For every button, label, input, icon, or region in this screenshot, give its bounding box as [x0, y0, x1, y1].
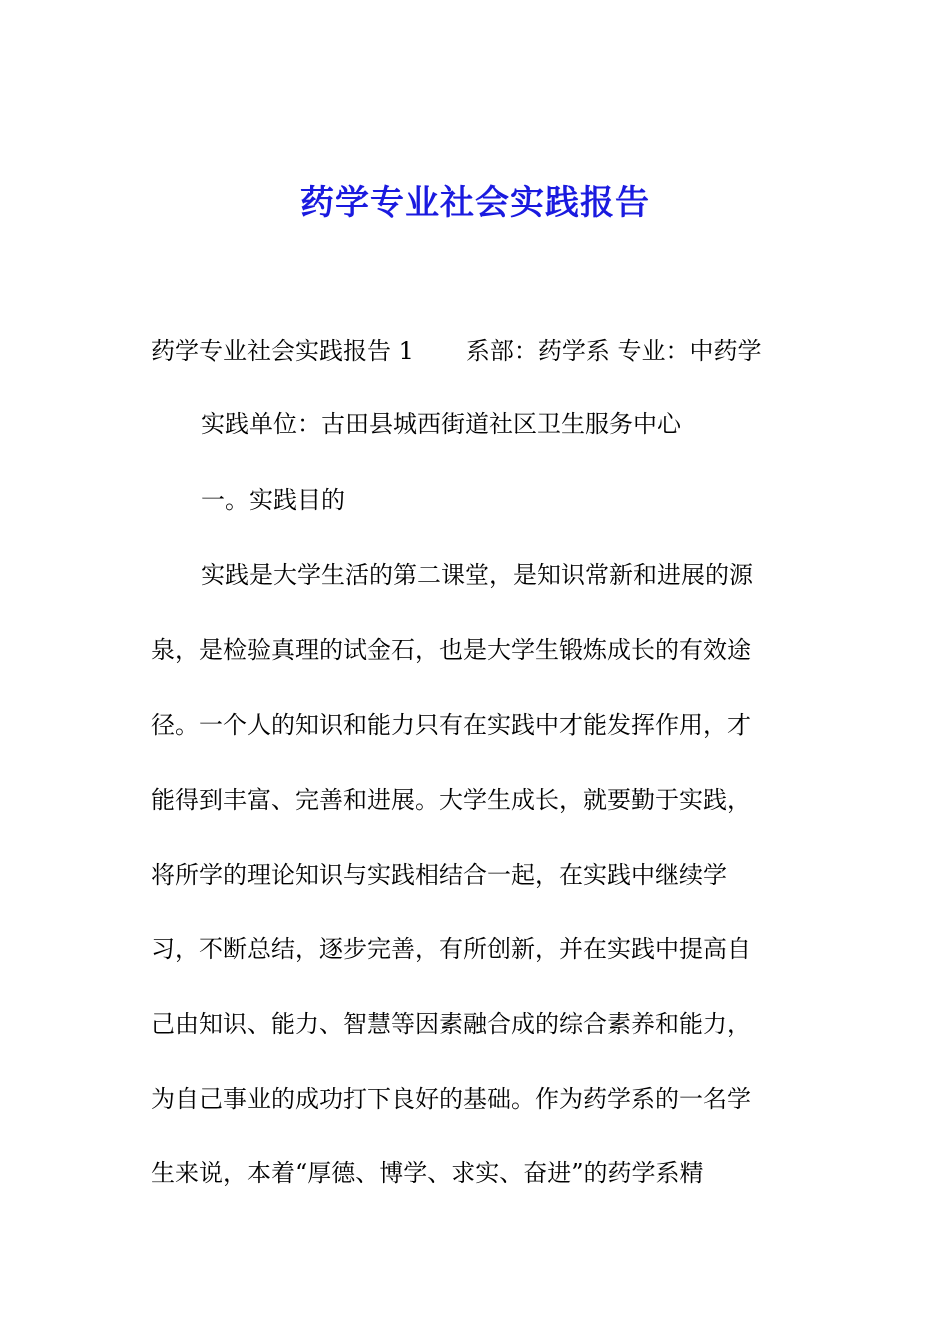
- document-title: 药学专业社会实践报告: [300, 183, 650, 223]
- paragraph-line: 将所学的理论知识与实践相结合一起，在实践中继续学: [151, 861, 727, 889]
- paragraph-line: 径。一个人的知识和能力只有在实践中才能发挥作用，才: [151, 711, 751, 739]
- paragraph-line: 能得到丰富、完善和进展。大学生成长，就要勤于实践，: [151, 786, 751, 814]
- paragraph-line: 生来说，本着“厚德、博学、求实、奋进”的药学系精: [151, 1159, 704, 1187]
- section-heading: 一。实践目的: [201, 486, 345, 514]
- paragraph-line: 为自己事业的成功打下良好的基础。作为药学系的一名学: [151, 1085, 751, 1113]
- major-label: 专业：中药学: [617, 337, 762, 365]
- paragraph-line: 泉，是检验真理的试金石，也是大学生锻炼成长的有效途: [151, 636, 751, 664]
- paragraph-line: 实践是大学生活的第二课堂，是知识常新和进展的源: [201, 561, 753, 589]
- department-label: 系部：药学系: [465, 337, 610, 365]
- header-line: [151, 331, 811, 371]
- report-name: 药学专业社会实践报告 1: [151, 337, 414, 365]
- practice-unit-line: 实践单位：古田县城西街道社区卫生服务中心: [201, 410, 681, 438]
- paragraph-line: 习，不断总结，逐步完善，有所创新，并在实践中提高自: [151, 935, 751, 963]
- paragraph-line: 己由知识、能力、智慧等因素融合成的综合素养和能力，: [151, 1010, 751, 1038]
